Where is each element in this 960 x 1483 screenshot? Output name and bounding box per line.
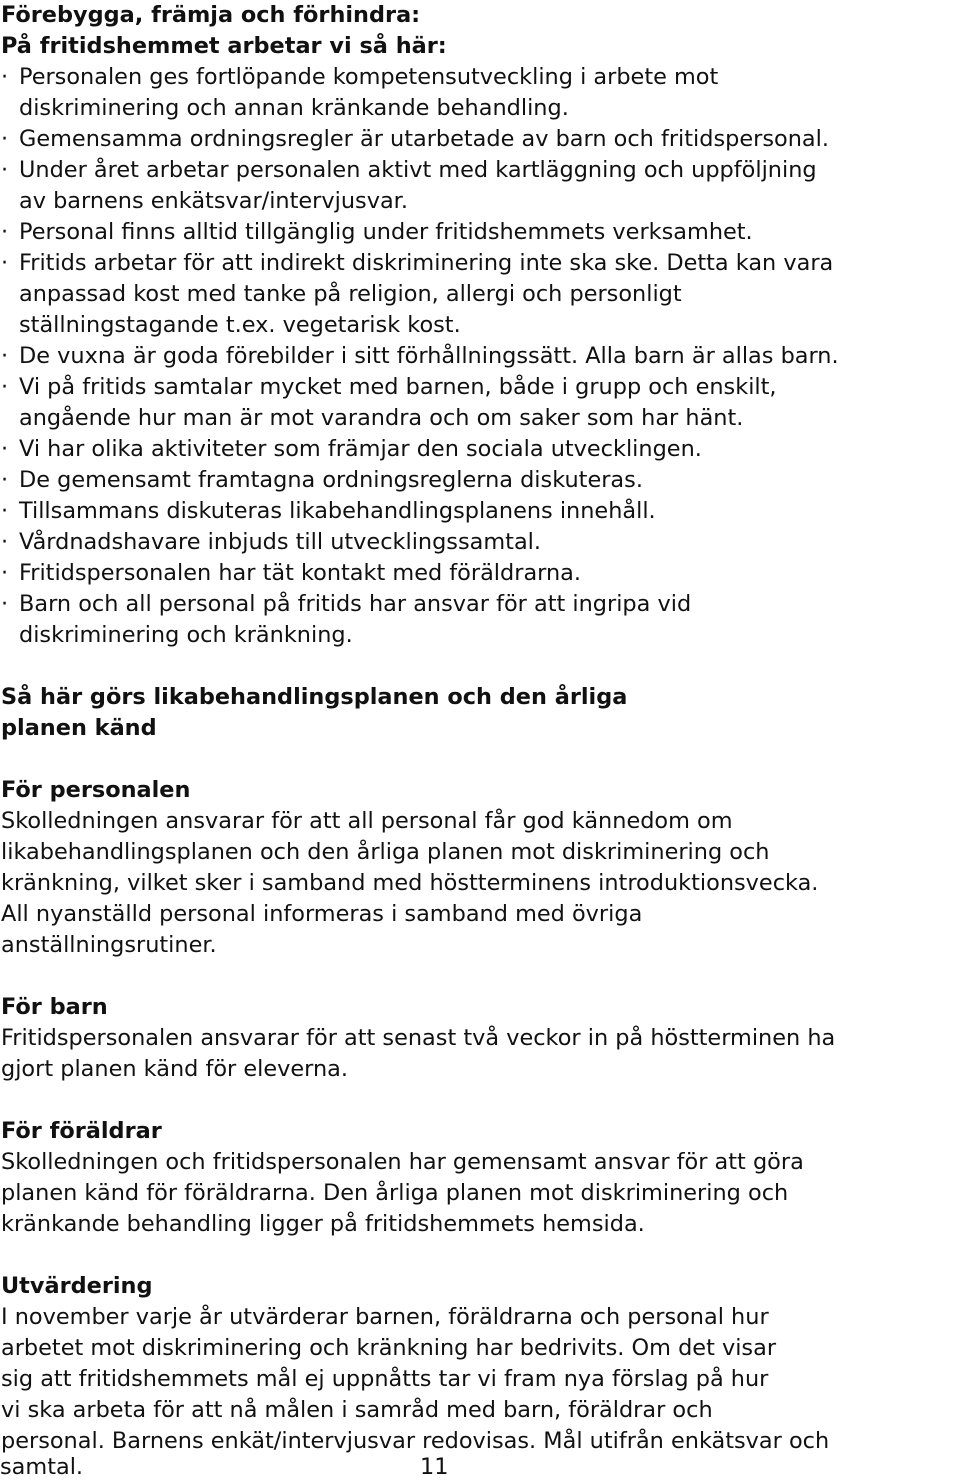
bullet-dot: ·: [1, 560, 9, 586]
list-item-text: Personalen ges fortlöpande kompetensutveckling i arbete mot: [19, 64, 719, 90]
list-item: [1, 496, 960, 527]
spacer: [1, 1085, 960, 1116]
list-item: [1, 341, 960, 372]
paragraph-line: Skolledningen och fritidspersonalen har gemensamt ansvar för att göra: [1, 1149, 804, 1175]
paragraph-line: samtal.: [0, 1454, 84, 1480]
list-item-text: Fritidspersonalen har tät kontakt med föräldrarna.: [19, 560, 582, 586]
section-subheading: På fritidshemmet arbetar vi så här:: [1, 33, 447, 59]
section-heading: För barn: [1, 994, 108, 1020]
section-for-children: [1, 992, 960, 1085]
paragraph-line: vi ska arbeta för att nå målen i samråd med barn, föräldrar och: [1, 1397, 713, 1423]
list-item-text: Vi på fritids samtalar mycket med barnen, både i grupp och enskilt,: [19, 374, 777, 400]
list-item-text: Under året arbetar personalen aktivt med kartläggning och uppföljning: [19, 157, 817, 183]
bullet-list: [1, 62, 960, 651]
section-heading: [1, 682, 960, 744]
page-number: 11: [420, 1454, 449, 1480]
paragraph-line: arbetet mot diskriminering och kränkning har bedrivits. Om det visar: [1, 1335, 777, 1361]
list-item-text: angående hur man är mot varandra och om saker som har hänt.: [19, 405, 744, 431]
paragraph-line: planen känd för föräldrarna. Den årliga planen mot diskriminering och: [1, 1180, 789, 1206]
section-heading: Utvärdering: [1, 1273, 153, 1299]
list-item-text: Barn och all personal på fritids har ansvar för att ingripa vid: [19, 591, 692, 617]
list-item-text: Personal finns alltid tillgänglig under fritidshemmets verksamhet.: [19, 219, 753, 245]
list-item-text: De gemensamt framtagna ordningsreglerna diskuteras.: [19, 467, 643, 493]
paragraph-line: anställningsrutiner.: [1, 932, 217, 958]
bullet-dot: ·: [1, 343, 9, 369]
section-heading: För föräldrar: [1, 1118, 162, 1144]
bullet-dot: ·: [1, 126, 9, 152]
list-item-text: Fritids arbetar för att indirekt diskriminering inte ska ske. Detta kan vara: [19, 250, 834, 276]
page-footer: [0, 1452, 960, 1483]
bullet-dot: ·: [1, 436, 9, 462]
list-item-text: Vi har olika aktiviteter som främjar den sociala utvecklingen.: [19, 436, 702, 462]
list-item-text: diskriminering och kränkning.: [19, 622, 353, 648]
spacer: [1, 961, 960, 992]
list-item: [1, 527, 960, 558]
list-item: [1, 62, 960, 124]
list-item-text: Vårdnadshavare inbjuds till utvecklingssamtal.: [19, 529, 542, 555]
section-evaluation: [1, 1271, 960, 1457]
list-item: [1, 248, 960, 341]
list-item: [1, 155, 960, 217]
list-item: [1, 558, 960, 589]
list-item-text: De vuxna är goda förebilder i sitt förhållningssätt. Alla barn är allas barn.: [19, 343, 839, 369]
bullet-dot: ·: [1, 529, 9, 555]
heading-line: planen känd: [1, 715, 157, 741]
list-item: [1, 124, 960, 155]
list-item-text: diskriminering och annan kränkande behandling.: [19, 95, 569, 121]
paragraph-line: All nyanställd personal informeras i samband med övriga: [1, 901, 643, 927]
section-for-parents: [1, 1116, 960, 1240]
spacer: [1, 651, 960, 682]
bullet-dot: ·: [1, 374, 9, 400]
paragraph-line: Fritidspersonalen ansvarar för att senast två veckor in på höstterminen ha: [1, 1025, 836, 1051]
list-item: [1, 589, 960, 651]
bullet-dot: ·: [1, 467, 9, 493]
paragraph-line: Skolledningen ansvarar för att all personal får god kännedom om: [1, 808, 733, 834]
bullet-dot: ·: [1, 219, 9, 245]
list-item-text: anpassad kost med tanke på religion, allergi och personligt: [19, 281, 682, 307]
section-heading: För personalen: [1, 777, 191, 803]
paragraph-line: gjort planen känd för eleverna.: [1, 1056, 349, 1082]
paragraph-line: I november varje år utvärderar barnen, föräldrarna och personal hur: [1, 1304, 769, 1330]
spacer: [1, 744, 960, 775]
bullet-dot: ·: [1, 498, 9, 524]
bullet-dot: ·: [1, 157, 9, 183]
list-item: [1, 217, 960, 248]
bullet-dot: ·: [1, 591, 9, 617]
list-item: [1, 372, 960, 434]
list-item: [1, 434, 960, 465]
paragraph-line: sig att fritidshemmets mål ej uppnåtts tar vi fram nya förslag på hur: [1, 1366, 769, 1392]
paragraph-line: likabehandlingsplanen och den årliga planen mot diskriminering och: [1, 839, 770, 865]
bullet-dot: ·: [1, 250, 9, 276]
heading-line: Så här görs likabehandlingsplanen och den årliga: [1, 684, 628, 710]
list-item-text: Tillsammans diskuteras likabehandlingsplanens innehåll.: [19, 498, 656, 524]
list-item-text: Gemensamma ordningsregler är utarbetade av barn och fritidspersonal.: [19, 126, 829, 152]
paragraph-line: personal. Barnens enkät/intervjusvar redovisas. Mål utifrån enkätsvar och: [1, 1428, 830, 1454]
list-item: [1, 465, 960, 496]
list-item-text: av barnens enkätsvar/intervjusvar.: [19, 188, 408, 214]
paragraph-line: kränkning, vilket sker i samband med höstterminens introduktionsvecka.: [1, 870, 819, 896]
spacer: [1, 1240, 960, 1271]
list-item-text: ställningstagande t.ex. vegetarisk kost.: [19, 312, 461, 338]
paragraph-line: kränkande behandling ligger på fritidshemmets hemsida.: [1, 1211, 645, 1237]
section-heading: Förebygga, främja och förhindra:: [1, 2, 421, 28]
bullet-dot: ·: [1, 64, 9, 90]
section-for-staff: [1, 775, 960, 961]
